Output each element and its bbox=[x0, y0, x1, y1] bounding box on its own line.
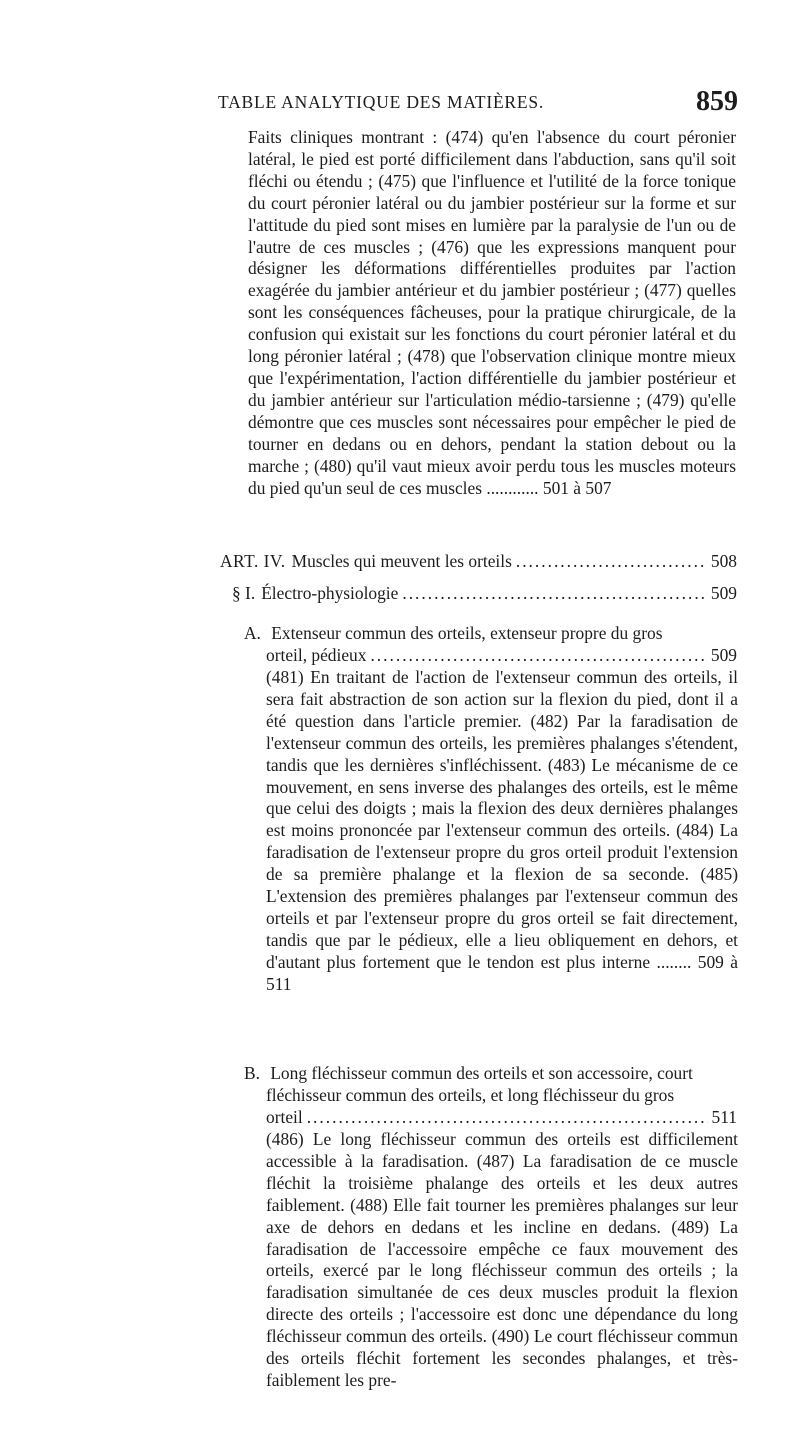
item-a-title-line1: Extenseur commun des orteils, extenseur propre du gros bbox=[271, 623, 663, 643]
item-b-title-end bbox=[266, 1107, 737, 1129]
header-title: TABLE ANALYTIQUE DES MATIÈRES. bbox=[218, 92, 545, 112]
item-a-title-line2: orteil, pédieux bbox=[266, 645, 367, 665]
art-title: Muscles qui meuvent les orteils bbox=[291, 551, 512, 571]
item-a-heading bbox=[244, 623, 738, 645]
section-label: § I. bbox=[232, 583, 256, 603]
leader-dots bbox=[307, 1107, 708, 1129]
art-entry bbox=[220, 551, 737, 573]
section-title: Électro-physiologie bbox=[261, 583, 399, 603]
running-header bbox=[218, 86, 738, 122]
item-a-title-cont bbox=[266, 645, 737, 667]
section-page: 509 bbox=[710, 583, 737, 603]
item-b-title-line3: orteil bbox=[266, 1107, 303, 1127]
item-b-heading-cont bbox=[266, 1085, 738, 1107]
item-a-page: 509 bbox=[710, 645, 737, 665]
leader-dots bbox=[370, 645, 706, 667]
leader-dots bbox=[516, 551, 707, 573]
intro-text: Faits cliniques montrant : (474) qu'en l'absence du court péronier latéral, le pied est porté difficilement dans l'abduction, sans qu'il soit fléchi ou étendu ; (475) que l'influence et l'utilité de la force tonique du court péronier latéral ou du jambier postérieur sur la forme et sur l'attitude du pied sont mises en lumière par la paralysie de l'un ou de l'autre de ces muscles ; (476) que les expressions manquent pour désigner les déformations différentielles produites par l'action exagérée du jambier antérieur et du jambier postérieur ; (477) quelles sont les conséquences fâcheuses, pour la pratique chirurgicale, de la confusion qui existait sur les fonctions du court péronier latéral et du long péronier latéral ; (478) que l'observation clinique montre mieux que l'expérimentation, l'action différentielle du jambier postérieur et du jambier antérieur sur l'articulation médio-tarsienne ; (479) qu'elle démontre que ces muscles sont nécessaires pour empêcher le pied de tourner en dedans ou en dehors, pendant la station debout ou la marche ; (480) qu'il vaut mieux avoir perdu tous les muscles moteurs du pied qu'un seul de ces muscles bbox=[248, 127, 736, 498]
leader-dots bbox=[402, 583, 707, 605]
item-a-text: (481) En traitant de l'action de l'extenseur commun des orteils, il sera fait abstraction de son action sur la flexion du pied, dont il a été question dans l'article premier. (482) Par la faradisation de l'extenseur commun des orteils, les premières phalanges s'étendent, tandis que les dernières s'infléchissent. (483) Le mécanisme de ce mouvement, en sens inverse des phalanges des orteils, est le même que celui des doigts ; mais la flexion des deux dernières phalanges est moins prononcée par l'extenseur commun des orteils. (484) La faradisation de l'extenseur propre du gros orteil produit l'extension de sa première phalange et la flexion de sa seconde. (485) L'extension des premières phalanges par l'extenseur commun des orteils et par l'extenseur propre du gros orteil se fait directement, tandis que par le pédieux, elle a lieu obliquement en dehors, et d'autant plus fortement que le tendon est plus interne bbox=[266, 667, 738, 972]
item-b-heading bbox=[244, 1063, 738, 1085]
item-b-title-line2: fléchisseur commun des orteils, et long fléchisseur du gros bbox=[266, 1085, 675, 1105]
intro-paragraph: Faits cliniques montrant : (474) qu'en l'absence du court péronier latéral, le pied est porté difficilement dans l'abduction, sans qu'il soit fléchi ou étendu ; (475) que l'influence et l'utilité de la force tonique du court péronier latéral ou du jambier postérieur sur la forme et sur l'attitude du pied sont mises en lumière par la paralysie de l'un ou de l'autre de ces muscles ; (476) que les expressions manquent pour désigner les déformations différentielles produites par l'action exagérée du jambier antérieur et du jambier postérieur ; (477) quelles sont les conséquences fâcheuses, pour la pratique chirurgicale, de la confusion qui existait sur les fonctions du court péronier latéral et du long péronier latéral ; (478) que l'observation clinique montre mieux que l'expérimentation, l'action différentielle du jambier postérieur et du jambier antérieur sur l'articulation médio-tarsienne ; (479) qu'elle démontre que ces muscles sont nécessaires pour empêcher le pied de tourner en dedans ou en dehors, pendant la station debout ou la marche ; (480) qu'il vaut mieux avoir perdu tous les muscles moteurs du pied qu'un seul de ces muscles ............ 501 à 507 bbox=[248, 127, 736, 498]
art-page: 508 bbox=[710, 551, 737, 571]
section-entry bbox=[232, 583, 737, 605]
item-a-paragraph: (481) En traitant de l'action de l'extenseur commun des orteils, il sera fait abstraction de son action sur la flexion du pied, dont il a été question dans l'article premier. (482) Par la faradisation de l'extenseur commun des orteils, les premières phalanges s'étendent, tandis que les dernières s'infléchissent. (483) Le mécanisme de ce mouvement, en sens inverse des phalanges des orteils, est le même que celui des doigts ; mais la flexion des deux dernières phalanges est moins prononcée par l'extenseur commun des orteils. (484) La faradisation de l'extenseur propre du gros orteil produit l'extension de sa première phalange et la flexion de sa seconde. (485) L'extension des premières phalanges par l'extenseur commun des orteils et par l'extenseur propre du gros orteil se fait directement, tandis que par le pédieux, elle a lieu obliquement en dehors, et d'autant plus fortement que le tendon est plus interne ........ 509 à 511 bbox=[266, 667, 739, 994]
item-b-label: B. bbox=[244, 1063, 260, 1083]
item-b-paragraph bbox=[266, 1129, 738, 1392]
item-b-page: 511 bbox=[711, 1107, 737, 1127]
item-b-title-line1: Long fléchisseur commun des orteils et son accessoire, court bbox=[270, 1063, 693, 1083]
art-label: ART. IV. bbox=[220, 551, 286, 571]
item-a-label: A. bbox=[244, 623, 261, 643]
page-number: 859 bbox=[696, 86, 738, 117]
intro-pages: 501 à 507 bbox=[542, 477, 612, 498]
item-a-text-pages: 509 à 511 bbox=[266, 951, 739, 994]
item-b-text: (486) Le long fléchisseur commun des orteils est difficilement accessible à la faradisation. (487) La faradisation de ce muscle fléchit la troisième phalange des orteils et les deux autres faiblement. (488) Elle fait tourner les premières phalanges sur leur axe de dehors en dedans et les incline en dedans. (489) La faradisation de l'accessoire empêche ce faux mouvement des orteils, exercé par le long fléchisseur commun des orteils ; la faradisation simultanée de ces deux muscles produit la flexion directe des orteils ; l'accessoire est donc une dépendance du long fléchisseur commun des orteils. (490) Le court fléchisseur commun des orteils fléchit fortement les secondes phalanges, et très-faiblement les pre- bbox=[266, 1129, 738, 1390]
